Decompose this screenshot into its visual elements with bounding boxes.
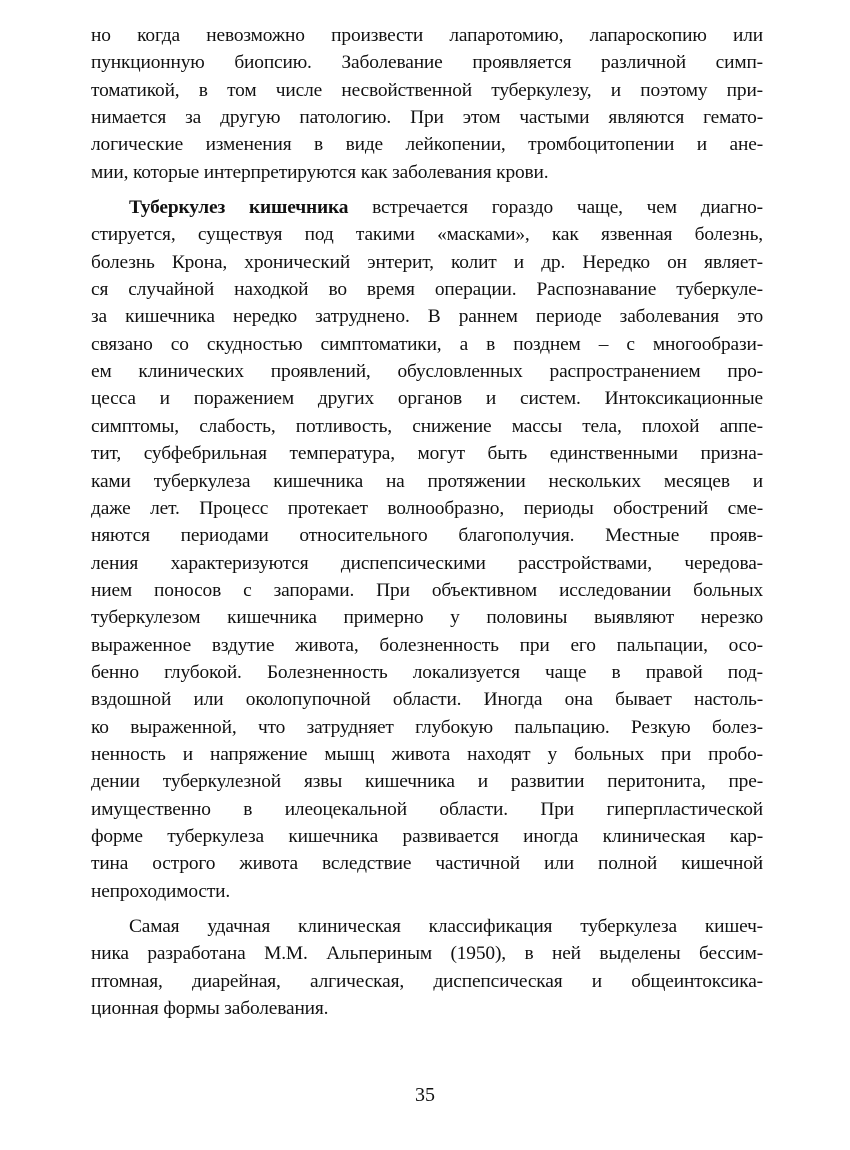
text-line: Самая удачная клиническая классификация туберкулеза кишеч- <box>129 916 763 937</box>
text-line: связано со скудностью симптоматики, а в позднем – с многообрази- <box>91 333 763 355</box>
text-line: симптомы, слабость, потливость, снижение массы тела, плохой аппе- <box>91 415 763 437</box>
paragraph-1 <box>91 22 763 186</box>
text-line: непроходимости. <box>91 880 231 902</box>
text-line: ненность и напряжение мышц живота находят у больных при пробо- <box>91 743 763 765</box>
text-line: стируется, существуя под такими «масками», как язвенная болезнь, <box>91 224 763 246</box>
text-line: ем клинических проявлений, обусловленных распространением про- <box>91 361 763 383</box>
page-body <box>91 22 763 1022</box>
text-line: вздошной или околопупочной области. Иногда она бывает настоль- <box>91 689 763 711</box>
text-span: встречается гораздо чаще, чем диагно- <box>348 197 763 219</box>
text-line: но когда невозможно произвести лапаротомию, лапароскопию или <box>91 25 763 46</box>
text-line: выраженное вздутие живота, болезненность при его пальпации, осо- <box>91 634 763 656</box>
text-line: тит, субфебрильная температура, могут быть единственными призна- <box>91 443 763 465</box>
text-line: дении туберкулезной язвы кишечника и развитии перитонита, пре- <box>91 771 763 793</box>
text-line: имущественно в илеоцекальной области. При гиперпластической <box>91 798 763 820</box>
text-line: нимается за другую патологию. При этом частыми являются гемато- <box>91 107 763 129</box>
text-line: болезнь Крона, хронический энтерит, колит и др. Нередко он являет- <box>91 251 763 273</box>
text-line: нием поносов с запорами. При объективном исследовании больных <box>91 579 763 601</box>
text-line: ционная формы заболевания. <box>91 998 329 1020</box>
text-line: томатикой, в том числе несвойственной туберкулезу, и поэтому при- <box>91 79 763 101</box>
text-line: цесса и поражением других органов и систем. Интоксикационные <box>91 388 763 410</box>
text-line: ления характеризуются диспепсическими расстройствами, чередова- <box>91 552 763 574</box>
text-line: логические изменения в виде лейкопении, тромбоцитопении и ане- <box>91 134 763 156</box>
text-line: мии, которые интерпретируются как заболевания крови. <box>91 161 549 183</box>
paragraph-3 <box>91 913 763 1022</box>
text-line: даже лет. Процесс протекает волнообразно, периоды обострений сме- <box>91 497 763 519</box>
text-line <box>91 194 763 221</box>
text-line: ками туберкулеза кишечника на протяжении нескольких месяцев и <box>91 470 763 492</box>
text-line: туберкулезом кишечника примерно у половины выявляют нерезко <box>91 607 763 629</box>
text-line: тина острого живота вследствие частичной или полной кишечной <box>91 853 763 875</box>
text-line: за кишечника нередко затруднено. В раннем периоде заболевания это <box>91 306 763 328</box>
page-number: 35 <box>415 1084 435 1106</box>
text-line: форме туберкулеза кишечника развивается иногда клиническая кар- <box>91 825 763 847</box>
text-line: птомная, диарейная, алгическая, диспепсическая и общеинтоксика- <box>91 970 763 992</box>
text-line: бенно глубокой. Болезненность локализуется чаще в правой под- <box>91 661 763 683</box>
text-line: ко выраженной, что затрудняет глубокую пальпацию. Резкую болез- <box>91 716 763 738</box>
bold-term: Туберкулез кишечника <box>129 197 349 219</box>
text-line: няются периодами относительного благополучия. Местные прояв- <box>91 525 763 547</box>
text-line: ника разработана М.М. Альпериным (1950), в ней выделены бессим- <box>91 943 763 965</box>
paragraph-2 <box>91 194 763 905</box>
text-line: ся случайной находкой во время операции. Распознавание туберкуле- <box>91 279 763 301</box>
text-line: пункционную биопсию. Заболевание проявляется различной симп- <box>91 52 763 74</box>
